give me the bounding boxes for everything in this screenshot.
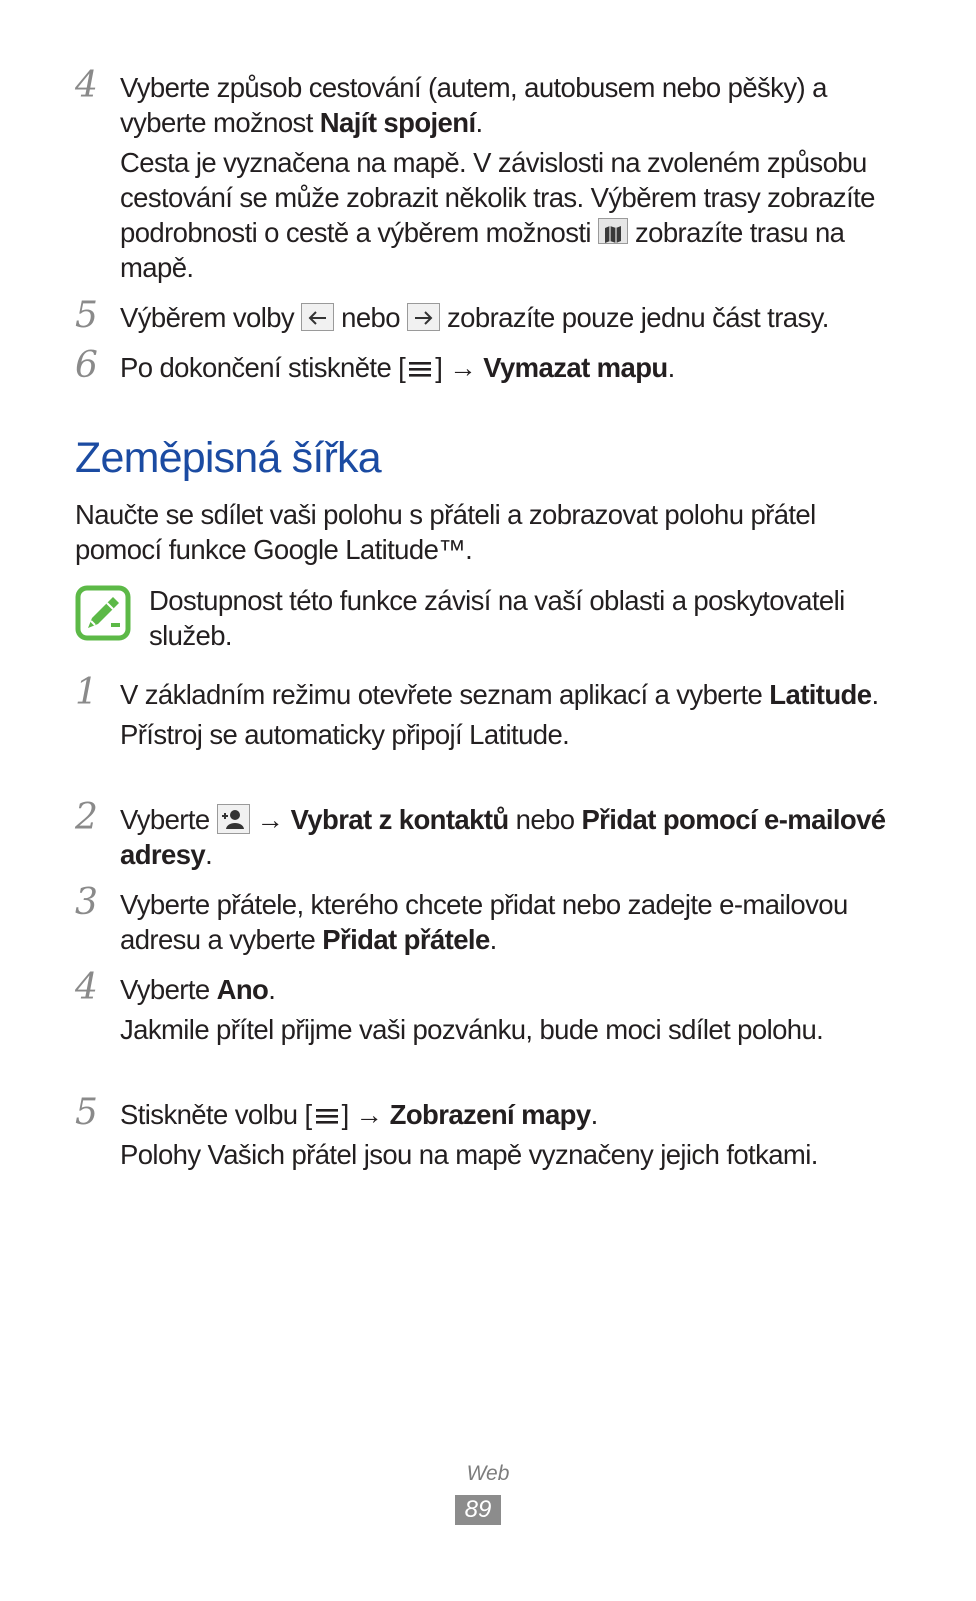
step-instruction xyxy=(120,887,905,957)
step-text: → xyxy=(249,804,291,835)
step-number: 1 xyxy=(75,672,98,713)
step-text: Cesta je vyznačena na mapě. V závislosti na zvoleném způsobu cestování se může zobrazit několik tras. Výběrem trasy zobrazíte podrobnosti o cestě a výběrem možnosti xyxy=(120,147,875,248)
step-text: . xyxy=(590,1099,598,1130)
step-instruction xyxy=(120,677,905,712)
step-text: Výběrem volby xyxy=(120,302,302,333)
step-text: . xyxy=(871,679,879,710)
step-1 xyxy=(75,672,905,752)
option-name: Zobrazení mapy xyxy=(389,1099,591,1130)
arrow-left-icon xyxy=(301,303,334,331)
note-block xyxy=(75,583,905,653)
step-4-top xyxy=(75,65,905,285)
step-body xyxy=(120,70,905,285)
step-text: . xyxy=(268,974,276,1005)
option-name: Najít spojení xyxy=(319,107,476,138)
step-instruction xyxy=(120,300,905,335)
add-contact-icon xyxy=(217,804,250,834)
step-text: . xyxy=(489,924,497,955)
step-3 xyxy=(75,882,905,957)
option-name: Vymazat mapu xyxy=(483,352,668,383)
step-4 xyxy=(75,967,905,1047)
step-text: Stiskněte volbu [ xyxy=(120,1099,312,1130)
menu-key-icon xyxy=(312,1098,342,1116)
step-2 xyxy=(75,797,905,872)
step-text: Vyberte xyxy=(120,804,217,835)
option-name: Ano xyxy=(216,974,269,1005)
step-text: . xyxy=(475,107,483,138)
step-body xyxy=(120,972,905,1047)
step-text: nebo xyxy=(334,302,407,333)
step-number: 4 xyxy=(75,65,98,106)
step-text: zobrazíte pouze jednu část trasy. xyxy=(439,302,829,333)
step-body xyxy=(120,350,905,385)
step-number: 2 xyxy=(75,797,98,838)
step-text: ] → xyxy=(435,352,484,383)
option-name: Latitude xyxy=(769,679,872,710)
step-body xyxy=(120,887,905,957)
map-icon xyxy=(598,218,628,244)
step-note: Jakmile přítel přijme vaši pozvánku, bude moci sdílet polohu. xyxy=(120,1014,824,1045)
step-note: Přístroj se automaticky připojí Latitude. xyxy=(120,719,570,750)
step-instruction xyxy=(120,350,905,385)
step-note: Polohy Vašich přátel jsou na mapě vyznačeny jejich fotkami. xyxy=(120,1139,818,1170)
step-number: 5 xyxy=(75,1092,98,1133)
step-number: 5 xyxy=(75,295,98,336)
menu-key-icon xyxy=(405,351,435,369)
note-pencil-icon xyxy=(75,585,131,641)
step-number: 6 xyxy=(75,345,98,386)
note-text: Dostupnost této funkce závisí na vaší oblasti a poskytovateli služeb. xyxy=(149,585,845,651)
step-instruction xyxy=(120,802,905,872)
step-text: Po dokončení stiskněte [ xyxy=(120,352,406,383)
step-6-top xyxy=(75,345,905,386)
step-text: ] → xyxy=(341,1099,390,1130)
step-body xyxy=(120,1097,905,1172)
step-note xyxy=(120,145,905,285)
step-text: . xyxy=(205,839,213,870)
step-text: Vyberte xyxy=(120,974,217,1005)
section-intro: Naučte se sdílet vaši polohu s přáteli a zobrazovat polohu přátel pomocí funkce Google Latitude™. xyxy=(75,499,816,565)
section-title: Zeměpisná šířka xyxy=(75,434,381,482)
step-instruction xyxy=(120,1097,905,1132)
step-5 xyxy=(75,1092,905,1172)
page-number: 89 xyxy=(455,1495,501,1525)
step-body xyxy=(120,802,905,872)
step-text: Vyberte způsob cestování (autem, autobusem nebo pěšky) a vyberte možnost xyxy=(120,72,827,138)
step-instruction xyxy=(120,70,905,140)
step-text: V základním režimu otevřete seznam aplikací a vyberte xyxy=(120,679,770,710)
step-body xyxy=(120,300,905,335)
option-name: Přidat pomocí e-mailové adresy xyxy=(120,804,886,870)
step-5-top xyxy=(75,295,905,336)
step-body xyxy=(120,677,905,752)
step-instruction xyxy=(120,972,905,1007)
step-text: . xyxy=(667,352,675,383)
step-number: 3 xyxy=(75,882,98,923)
arrow-right-icon xyxy=(407,303,440,331)
option-name: Přidat přátele xyxy=(322,924,490,955)
step-text: zobrazíte trasu na mapě. xyxy=(120,217,845,283)
chapter-label: Web xyxy=(466,1462,510,1485)
step-text: nebo xyxy=(508,804,582,835)
option-name: Vybrat z kontaktů xyxy=(290,804,509,835)
step-number: 4 xyxy=(75,967,98,1008)
step-text: Vyberte přátele, kterého chcete přidat nebo zadejte e-mailovou adresu a vyberte xyxy=(120,889,848,955)
